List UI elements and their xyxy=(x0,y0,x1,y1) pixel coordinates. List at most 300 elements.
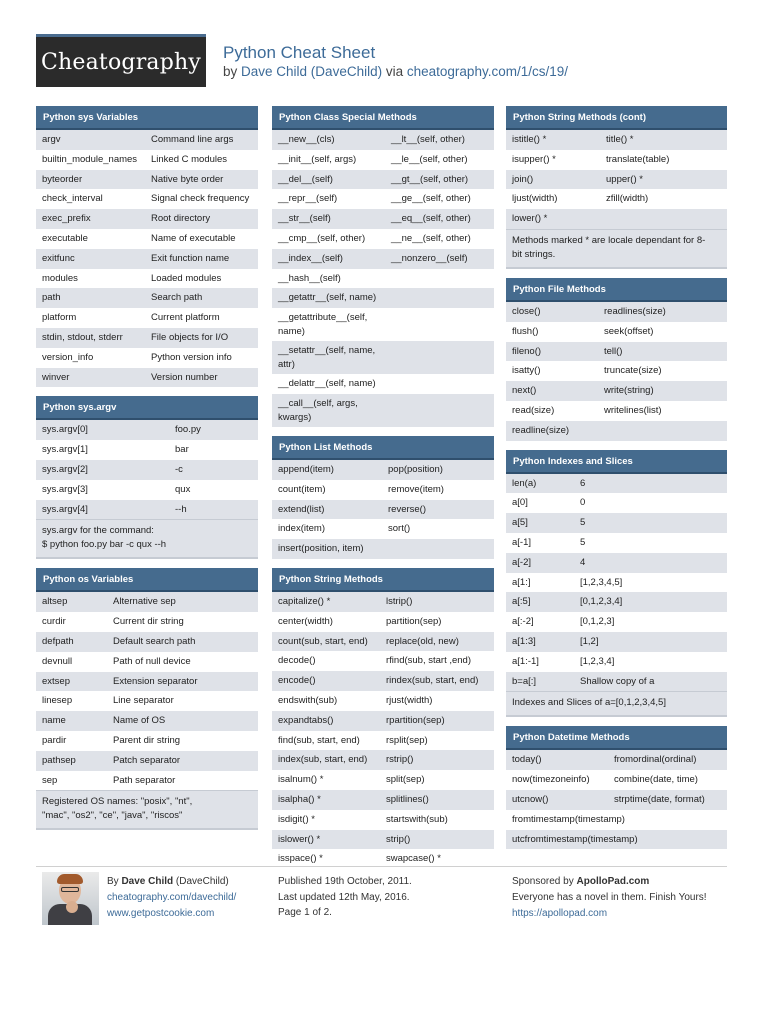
row-key: isalnum() * xyxy=(278,774,324,786)
table-row xyxy=(36,328,258,348)
row-value: [1,2] xyxy=(580,635,599,647)
row-value: Loaded modules xyxy=(151,272,222,284)
footer-author xyxy=(107,874,236,922)
section-rows xyxy=(506,750,727,849)
table-row xyxy=(272,394,494,427)
table-row xyxy=(272,830,494,850)
row-value: bar xyxy=(175,444,189,456)
row-value: Path of null device xyxy=(113,655,191,667)
table-row xyxy=(36,308,258,328)
row-key: flush() xyxy=(512,325,539,337)
row-value: 5 xyxy=(580,536,586,548)
section-rows xyxy=(506,130,727,229)
section-heading: Python Indexes and Slices xyxy=(506,450,727,474)
row-key: extend(list) xyxy=(278,503,325,515)
section-python-sys-argv xyxy=(36,396,258,559)
row-value xyxy=(391,377,488,392)
row-value: writelines(list) xyxy=(604,404,662,416)
note-line: sys.argv for the command: xyxy=(42,525,154,537)
table-row xyxy=(272,209,494,229)
row-key: fileno() xyxy=(512,345,542,357)
row-value: Extension separator xyxy=(113,675,198,687)
table-row xyxy=(36,130,258,150)
table-row xyxy=(272,539,494,559)
section-rows xyxy=(272,592,494,869)
section-python-sys-variables xyxy=(36,106,258,387)
row-key: count(sub, start, end) xyxy=(278,635,368,647)
row-key: __repr__(self) xyxy=(278,193,338,205)
row-key: sep xyxy=(42,774,58,786)
row-value: File objects for I/O xyxy=(151,331,229,343)
row-key: stdin, stdout, stderr xyxy=(42,331,123,343)
column-3 xyxy=(506,106,727,858)
row-value xyxy=(391,311,488,339)
table-row xyxy=(506,770,727,790)
table-row xyxy=(272,632,494,652)
author-profile-link[interactable]: cheatography.com/davechild/ xyxy=(107,892,237,903)
row-value: strip() xyxy=(386,833,411,845)
table-row xyxy=(506,513,727,533)
logo-text: Cheatography xyxy=(40,49,202,75)
row-value: Line separator xyxy=(113,695,174,707)
row-key: index(sub, start, end) xyxy=(278,754,368,766)
table-row xyxy=(272,374,494,394)
table-row xyxy=(36,189,258,209)
table-row xyxy=(36,751,258,771)
row-value xyxy=(391,397,488,425)
table-row xyxy=(506,493,727,513)
row-key: sys.argv[1] xyxy=(42,444,88,456)
row-value: strptime(date, format) xyxy=(614,793,705,805)
row-value: 0 xyxy=(580,497,586,509)
row-value: swapcase() * xyxy=(386,853,441,865)
row-key: next() xyxy=(512,385,537,397)
footer-sponsor xyxy=(512,874,707,922)
row-key: isatty() xyxy=(512,365,541,377)
section-heading: Python String Methods (cont) xyxy=(506,106,727,130)
row-value: Path separator xyxy=(113,774,176,786)
section-heading: Python File Methods xyxy=(506,278,727,302)
row-value: upper() * xyxy=(606,173,643,185)
row-value xyxy=(614,813,721,828)
row-value: Native byte order xyxy=(151,173,224,185)
row-key: decode() xyxy=(278,655,316,667)
row-value: Python version info xyxy=(151,351,232,363)
note-line: bit strings. xyxy=(512,248,556,260)
table-row xyxy=(36,249,258,269)
row-value: write(string) xyxy=(604,385,654,397)
table-row xyxy=(36,480,258,500)
row-key: __init__(self, args) xyxy=(278,153,357,165)
row-key: center(width) xyxy=(278,615,333,627)
row-key: expandtabs() xyxy=(278,714,334,726)
row-value: Name of OS xyxy=(113,715,166,727)
row-value xyxy=(614,833,721,848)
row-value: replace(old, new) xyxy=(386,635,459,647)
row-key: a[:-2] xyxy=(512,616,534,628)
table-row xyxy=(36,672,258,692)
row-key: index(item) xyxy=(278,523,325,535)
row-key: __getattr__(self, name) xyxy=(278,292,377,304)
table-row xyxy=(36,652,258,672)
row-key: today() xyxy=(512,754,542,766)
section-rows xyxy=(36,420,258,519)
section-rows xyxy=(506,302,727,441)
row-key: utcnow() xyxy=(512,793,549,805)
row-value: qux xyxy=(175,483,191,495)
table-row xyxy=(506,322,727,342)
row-key: len(a) xyxy=(512,477,537,489)
row-value xyxy=(604,424,721,439)
section-heading: Python sys.argv xyxy=(36,396,258,420)
footer-divider xyxy=(36,866,727,867)
note-line: Registered OS names: "posix", "nt", xyxy=(42,796,193,808)
row-key: __getattribute__(self, name) xyxy=(278,312,368,338)
row-key: defpath xyxy=(42,635,74,647)
row-key: pathsep xyxy=(42,754,76,766)
row-key: a[1:] xyxy=(512,576,531,588)
table-row xyxy=(506,830,727,850)
author-website-link[interactable]: www.getpostcookie.com xyxy=(107,908,215,919)
table-row xyxy=(272,269,494,289)
row-key: a[1:3] xyxy=(512,635,536,647)
column-1 xyxy=(36,106,258,839)
row-key: isspace() * xyxy=(278,853,323,865)
table-row xyxy=(506,421,727,441)
table-row xyxy=(506,189,727,209)
page-title: Python Cheat Sheet xyxy=(223,43,376,62)
byline-via: via xyxy=(385,64,404,79)
table-row xyxy=(272,460,494,480)
section-python-string-methods-cont xyxy=(506,106,727,269)
row-key: __str__(self) xyxy=(278,213,331,225)
row-value: [0,1,2,3] xyxy=(580,616,615,628)
table-row xyxy=(36,612,258,632)
row-value: startswith(sub) xyxy=(386,813,448,825)
note-line: "mac", "os2", "ce", "java", "riscos" xyxy=(42,810,183,822)
row-key: readline(size) xyxy=(512,424,570,436)
note-line: Methods marked * are locale dependant for 8- xyxy=(512,234,706,246)
note-line: Indexes and Slices of a=[0,1,2,3,4,5] xyxy=(512,697,666,709)
table-row xyxy=(36,731,258,751)
table-row xyxy=(506,361,727,381)
author-avatar xyxy=(42,872,99,925)
section-heading: Python String Methods xyxy=(272,568,494,592)
table-row xyxy=(272,229,494,249)
table-row xyxy=(272,249,494,269)
row-value: lstrip() xyxy=(386,595,413,607)
row-value: Default search path xyxy=(113,635,196,647)
row-value: fromordinal(ordinal) xyxy=(614,754,697,766)
row-value: [1,2,3,4] xyxy=(580,655,615,667)
row-value: 6 xyxy=(580,477,586,489)
row-key: __cmp__(self, other) xyxy=(278,232,366,244)
row-key: a[:5] xyxy=(512,596,531,608)
row-value: Search path xyxy=(151,292,203,304)
row-key: b=a[:] xyxy=(512,675,537,687)
table-row xyxy=(272,592,494,612)
row-key: __index__(self) xyxy=(278,252,343,264)
table-row xyxy=(272,341,494,374)
footer-publication xyxy=(278,874,412,921)
section-python-datetime-methods xyxy=(506,726,727,849)
row-value: reverse() xyxy=(388,503,427,515)
row-key: exitfunc xyxy=(42,252,75,264)
row-value: truncate(size) xyxy=(604,365,662,377)
row-key: executable xyxy=(42,232,88,244)
table-row xyxy=(506,810,727,830)
table-row xyxy=(36,440,258,460)
table-row xyxy=(272,810,494,830)
row-key: isupper() * xyxy=(512,153,556,165)
table-row xyxy=(506,150,727,170)
row-value: Signal check frequency xyxy=(151,193,250,205)
section-heading: Python sys Variables xyxy=(36,106,258,130)
sponsor-link[interactable]: https://apollopad.com xyxy=(512,908,608,919)
footer-by: By xyxy=(107,876,119,887)
row-key: name xyxy=(42,715,66,727)
note-line: $ python foo.py bar -c qux --h xyxy=(42,539,167,551)
row-key: capitalize() * xyxy=(278,595,331,607)
row-value: Exit function name xyxy=(151,252,230,264)
row-value: Parent dir string xyxy=(113,734,181,746)
row-value: rfind(sub, start ,end) xyxy=(386,655,472,667)
row-key: __setattr__(self, name, attr) xyxy=(278,345,376,371)
row-key: sys.argv[0] xyxy=(42,424,88,436)
sponsored-by: Sponsored by xyxy=(512,876,574,887)
table-row xyxy=(36,592,258,612)
row-value xyxy=(391,344,488,372)
table-row xyxy=(506,652,727,672)
row-value: pop(position) xyxy=(388,463,443,475)
table-row xyxy=(272,691,494,711)
table-row xyxy=(506,342,727,362)
table-row xyxy=(506,553,727,573)
row-key: sys.argv[2] xyxy=(42,463,88,475)
column-2 xyxy=(272,106,494,878)
row-key: insert(position, item) xyxy=(278,543,364,555)
row-value: sort() xyxy=(388,523,411,535)
row-key: sys.argv[3] xyxy=(42,483,88,495)
section-note xyxy=(506,691,727,717)
row-key: islower() * xyxy=(278,833,321,845)
table-row xyxy=(36,209,258,229)
table-row xyxy=(272,790,494,810)
row-key: curdir xyxy=(42,616,66,628)
table-row xyxy=(272,651,494,671)
table-row xyxy=(272,170,494,190)
section-python-indexes-and-slices xyxy=(506,450,727,718)
row-key: count(item) xyxy=(278,483,326,495)
table-row xyxy=(272,750,494,770)
table-row xyxy=(272,308,494,341)
table-row xyxy=(272,612,494,632)
section-heading: Python List Methods xyxy=(272,436,494,460)
row-value: rpartition(sep) xyxy=(386,714,445,726)
table-row xyxy=(272,288,494,308)
footer-author-handle: (DaveChild) xyxy=(175,876,229,887)
row-key: byteorder xyxy=(42,173,83,185)
row-value: __lt__(self, other) xyxy=(391,134,465,145)
row-key: find(sub, start, end) xyxy=(278,734,360,746)
row-value xyxy=(606,212,721,227)
footer-author-name[interactable]: Dave Child xyxy=(121,876,174,887)
table-row xyxy=(36,711,258,731)
row-value: --h xyxy=(175,503,187,515)
row-key: __call__(self, args, kwargs) xyxy=(278,397,358,423)
table-row xyxy=(36,150,258,170)
sponsor-name[interactable]: ApolloPad.com xyxy=(576,876,650,887)
row-key: devnull xyxy=(42,655,73,667)
row-value: [1,2,3,4,5] xyxy=(580,576,623,588)
table-row xyxy=(506,672,727,692)
row-key: altsep xyxy=(42,596,68,608)
row-key: winver xyxy=(42,371,70,383)
section-python-file-methods xyxy=(506,278,727,441)
row-value: remove(item) xyxy=(388,483,444,495)
table-row xyxy=(506,632,727,652)
row-key: builtin_module_names xyxy=(42,153,138,165)
row-key: lower() * xyxy=(512,213,548,225)
table-row xyxy=(36,170,258,190)
table-row xyxy=(272,711,494,731)
table-row xyxy=(36,420,258,440)
row-value: tell() xyxy=(604,345,623,357)
table-row xyxy=(506,401,727,421)
section-note xyxy=(36,790,258,830)
row-key: argv xyxy=(42,134,61,145)
row-key: path xyxy=(42,292,61,304)
row-key: isdigit() * xyxy=(278,813,315,825)
row-key: __del__(self) xyxy=(278,173,333,185)
row-value: rjust(width) xyxy=(386,694,433,706)
table-row xyxy=(506,209,727,229)
table-row xyxy=(36,368,258,388)
row-value: zfill(width) xyxy=(606,193,649,205)
table-row xyxy=(272,480,494,500)
row-value: readlines(size) xyxy=(604,305,666,317)
row-value: splitlines() xyxy=(386,793,429,805)
row-key: __new__(cls) xyxy=(278,134,335,145)
table-row xyxy=(272,189,494,209)
table-row xyxy=(36,460,258,480)
row-value: __le__(self, other) xyxy=(391,153,468,165)
row-key: utcfromtimestamp(timestamp) xyxy=(512,833,638,845)
table-row xyxy=(506,750,727,770)
sheet-url-link[interactable]: cheatography.com/1/cs/19/ xyxy=(406,64,568,79)
row-key: a[0] xyxy=(512,497,528,509)
table-row xyxy=(36,269,258,289)
row-key: version_info xyxy=(42,351,94,363)
row-value: rindex(sub, start, end) xyxy=(386,675,479,687)
table-row xyxy=(36,691,258,711)
row-key: linesep xyxy=(42,695,73,707)
row-key: extsep xyxy=(42,675,70,687)
updated-date: Last updated 12th May, 2016. xyxy=(278,891,410,903)
table-row xyxy=(36,500,258,520)
row-key: close() xyxy=(512,305,541,317)
row-key: fromtimestamp(timestamp) xyxy=(512,813,625,825)
row-key: sys.argv[4] xyxy=(42,503,88,515)
table-row xyxy=(506,474,727,494)
table-row xyxy=(506,381,727,401)
row-value: Linked C modules xyxy=(151,153,228,165)
row-key: a[1:-1] xyxy=(512,655,539,667)
row-value: translate(table) xyxy=(606,153,670,165)
sponsor-tagline: Everyone has a novel in them. Finish Yours! xyxy=(512,892,707,903)
row-value: Command line args xyxy=(151,134,234,145)
row-key: istitle() * xyxy=(512,134,547,145)
row-value xyxy=(391,291,488,306)
row-key: encode() xyxy=(278,675,316,687)
row-value: __ne__(self, other) xyxy=(391,232,471,244)
section-heading: Python Class Special Methods xyxy=(272,106,494,130)
row-key: read(size) xyxy=(512,404,555,416)
section-rows xyxy=(506,474,727,692)
row-key: pardir xyxy=(42,734,67,746)
row-value: -c xyxy=(175,463,183,475)
byline-by: by xyxy=(223,64,238,79)
row-key: check_interval xyxy=(42,193,103,205)
row-value: Patch separator xyxy=(113,754,181,766)
row-value: Root directory xyxy=(151,213,211,225)
row-key: __hash__(self) xyxy=(278,272,341,284)
row-key: append(item) xyxy=(278,463,334,475)
section-note xyxy=(506,229,727,269)
row-value: Alternative sep xyxy=(113,596,176,608)
row-value: title() * xyxy=(606,134,634,145)
row-value: Version number xyxy=(151,371,218,383)
section-heading: Python os Variables xyxy=(36,568,258,592)
table-row xyxy=(272,770,494,790)
table-row xyxy=(36,348,258,368)
table-row xyxy=(506,302,727,322)
row-value: combine(date, time) xyxy=(614,774,698,786)
row-value: __nonzero__(self) xyxy=(391,252,468,264)
row-value: rstrip() xyxy=(386,754,414,766)
section-rows xyxy=(272,130,494,427)
section-rows xyxy=(36,592,258,790)
row-value: split(sep) xyxy=(386,774,425,786)
row-key: endswith(sub) xyxy=(278,694,338,706)
row-key: a[-1] xyxy=(512,536,532,548)
row-value: __gt__(self, other) xyxy=(391,173,469,185)
author-link[interactable]: Dave Child (DaveChild) xyxy=(241,64,383,79)
row-key: now(timezoneinfo) xyxy=(512,774,590,786)
cheatography-logo[interactable] xyxy=(36,34,206,87)
table-row xyxy=(506,573,727,593)
section-rows xyxy=(272,460,494,559)
row-key: exec_prefix xyxy=(42,213,91,225)
row-key: platform xyxy=(42,312,77,324)
section-python-os-variables xyxy=(36,568,258,830)
row-key: ljust(width) xyxy=(512,193,558,205)
byline xyxy=(223,64,568,79)
row-value: seek(offset) xyxy=(604,325,654,337)
table-row xyxy=(506,130,727,150)
row-value: rsplit(sep) xyxy=(386,734,428,746)
row-value: Current dir string xyxy=(113,616,184,628)
row-key: join() xyxy=(512,173,534,185)
table-row xyxy=(506,533,727,553)
section-heading: Python Datetime Methods xyxy=(506,726,727,750)
row-value: Current platform xyxy=(151,312,220,324)
section-note xyxy=(36,519,258,559)
table-row xyxy=(506,612,727,632)
row-key: __delattr__(self, name) xyxy=(278,378,376,390)
row-key: a[5] xyxy=(512,517,528,529)
row-value: Name of executable xyxy=(151,232,236,244)
